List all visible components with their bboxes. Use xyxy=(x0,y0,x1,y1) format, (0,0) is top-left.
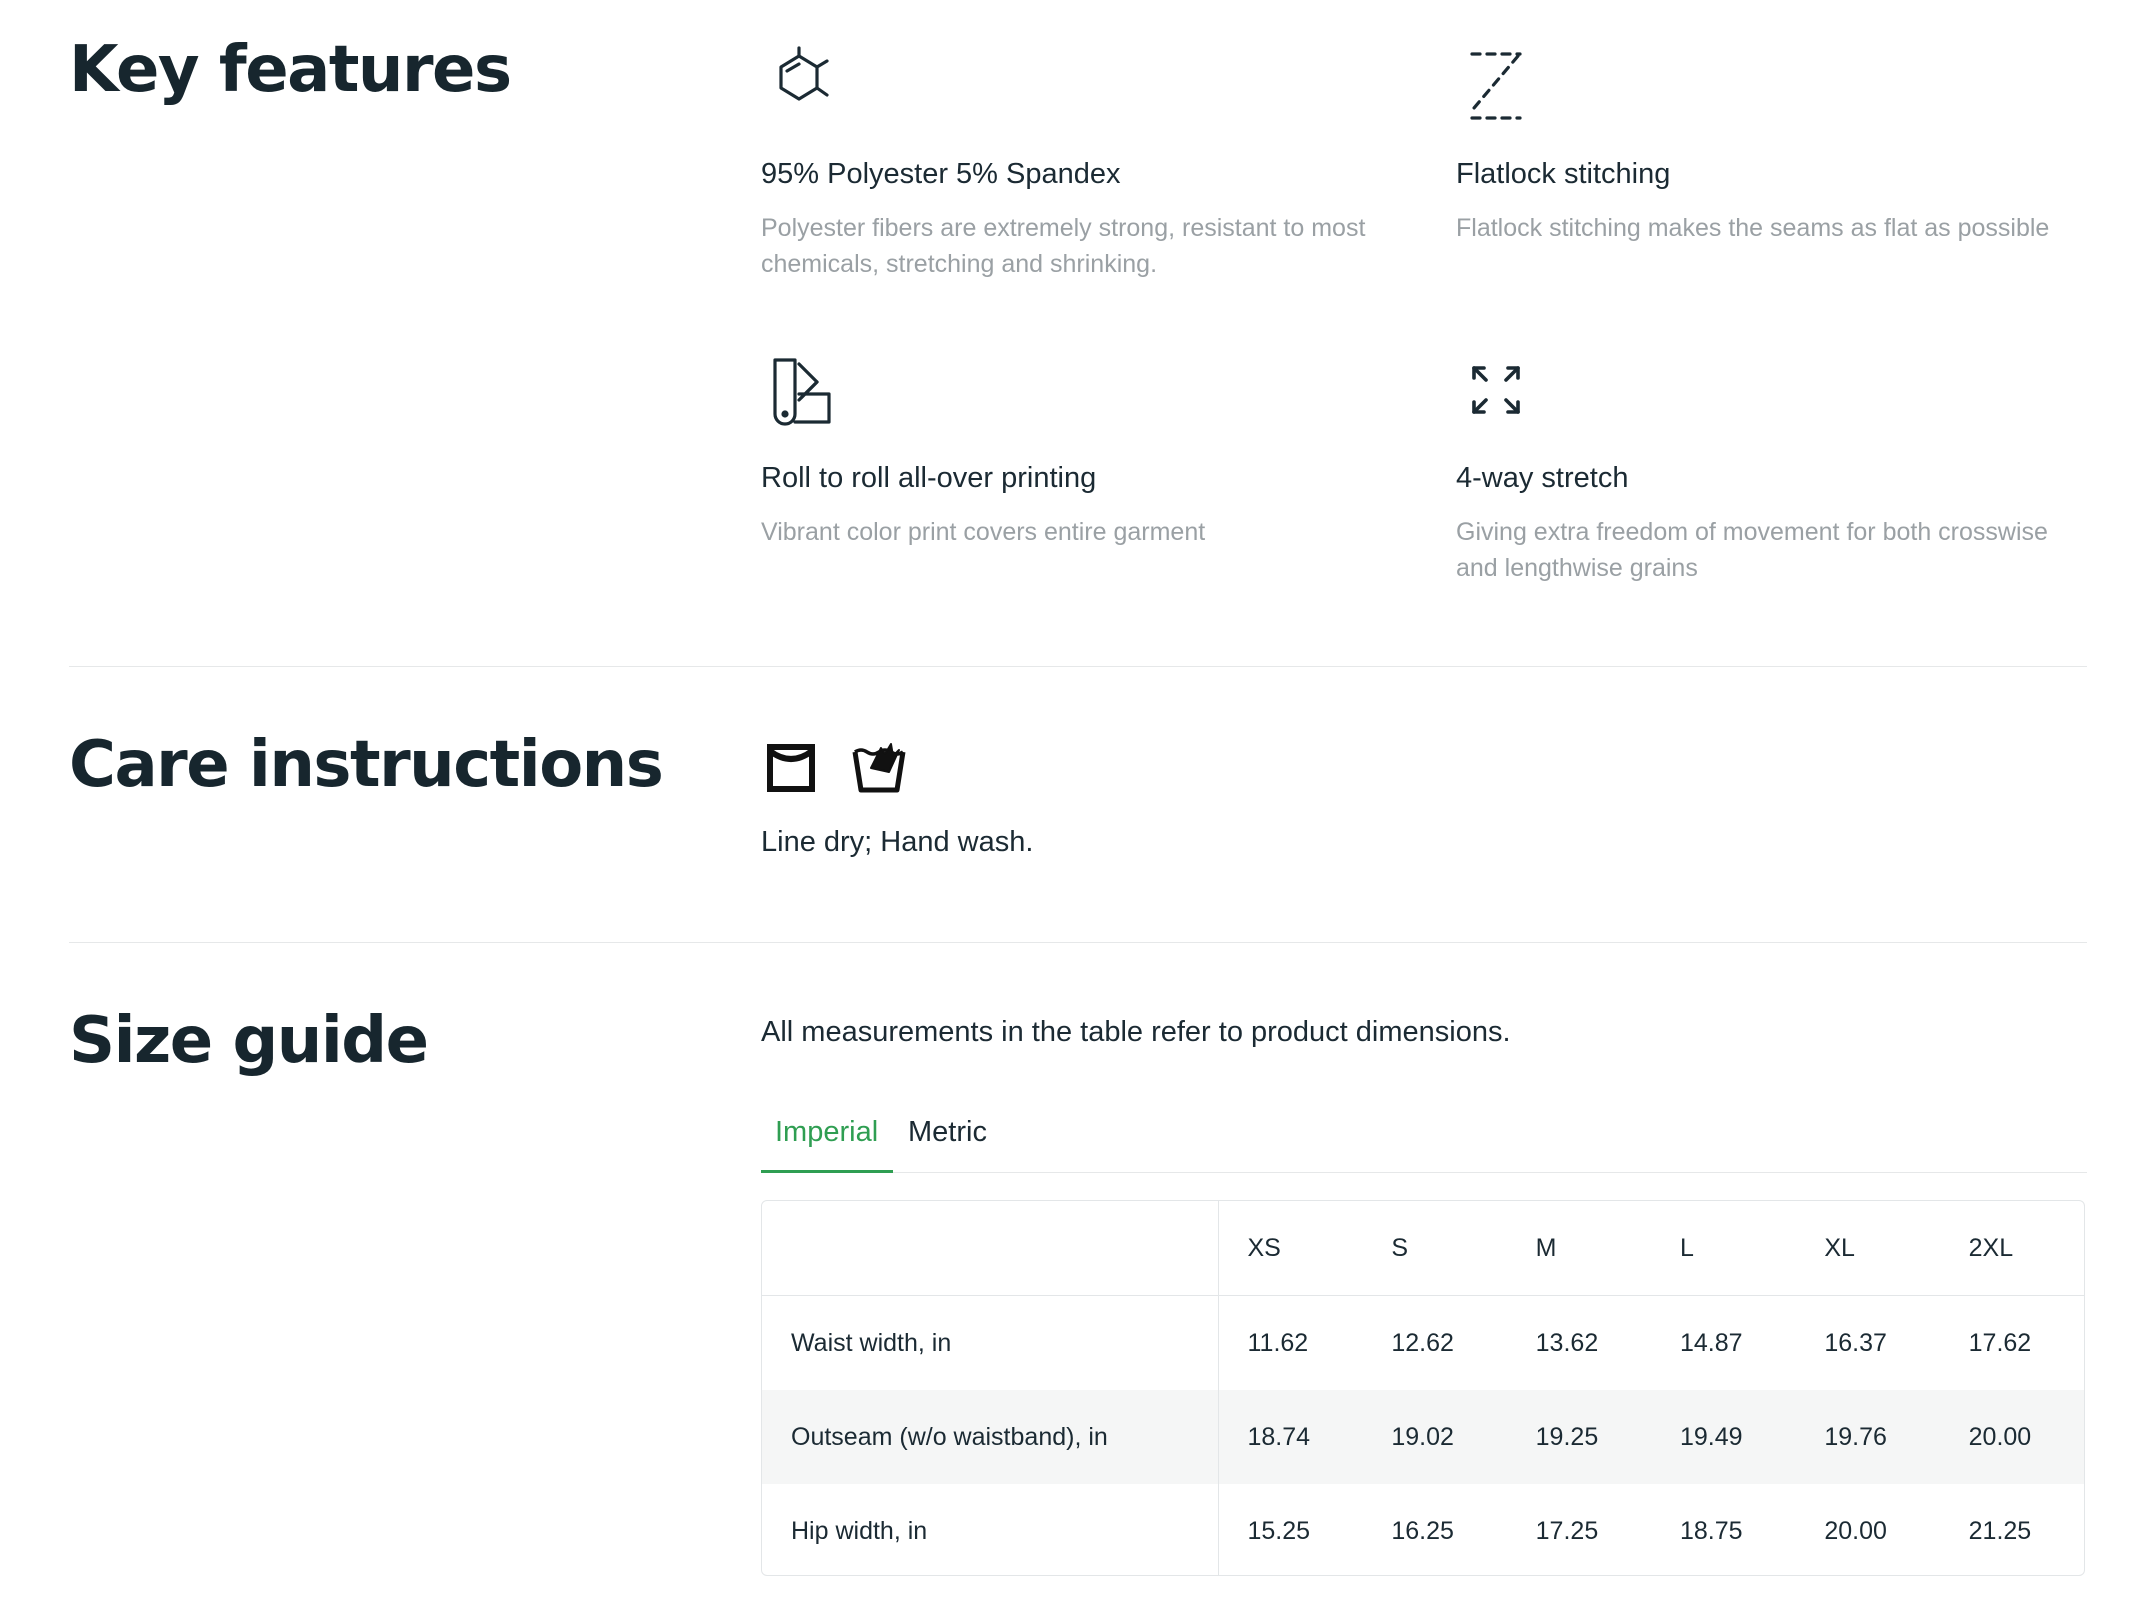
column-header: XL xyxy=(1824,1233,1855,1262)
size-guide-intro: All measurements in the table refer to product dimensions. xyxy=(761,1016,1511,1048)
table-cell: 18.74 xyxy=(1247,1422,1311,1451)
table-cell: 16.37 xyxy=(1824,1328,1887,1357)
table-cell: 18.75 xyxy=(1679,1516,1743,1545)
table-cell: 15.25 xyxy=(1247,1516,1311,1545)
key-features-title: Key features xyxy=(69,33,511,107)
row-label: Hip width, in xyxy=(762,1484,1218,1576)
header-corner-cell xyxy=(762,1201,1218,1296)
table-cell: 19.25 xyxy=(1535,1422,1599,1451)
row-label: Waist width, in xyxy=(762,1296,1218,1391)
table-cell: 19.49 xyxy=(1679,1422,1743,1451)
zigzag-stitch-icon xyxy=(1456,46,1536,126)
table-cell: 19.76 xyxy=(1824,1422,1887,1451)
row-label: Outseam (w/o waistband), in xyxy=(762,1390,1218,1484)
table-row xyxy=(762,1484,2084,1576)
table-row xyxy=(762,1296,2084,1391)
feature-title: 4-way stretch xyxy=(1456,462,1629,494)
molecule-icon xyxy=(761,46,841,126)
unit-tabs xyxy=(761,1106,2087,1173)
swatch-print-icon xyxy=(761,350,841,430)
feature-title: Flatlock stitching xyxy=(1456,158,1671,190)
table-cell: 11.62 xyxy=(1247,1328,1309,1357)
table-cell: 13.62 xyxy=(1535,1328,1599,1357)
feature-description: Flatlock stitching makes the seams as flat as possible xyxy=(1456,214,2050,242)
column-header: XS xyxy=(1247,1233,1281,1262)
table-cell: 12.62 xyxy=(1391,1328,1454,1357)
column-header: S xyxy=(1391,1233,1409,1262)
feature-title: 95% Polyester 5% Spandex xyxy=(761,158,1121,190)
table-cell: 20.00 xyxy=(1824,1516,1887,1545)
line-dry-icon xyxy=(761,738,821,798)
section-divider xyxy=(69,666,2087,667)
expand-arrows-icon xyxy=(1456,350,1536,430)
feature-title: Roll to roll all-over printing xyxy=(761,462,1097,494)
column-header: 2XL xyxy=(1968,1233,2014,1262)
size-table xyxy=(761,1200,2085,1576)
feature-description: Polyester fibers are extremely strong, resistant to most chemicals, stretching and shrinking. xyxy=(761,214,1366,278)
active-tab-indicator xyxy=(761,1170,893,1173)
table-cell: 16.25 xyxy=(1391,1516,1454,1545)
table-cell: 21.25 xyxy=(1968,1516,2032,1545)
column-header: L xyxy=(1679,1233,1694,1262)
feature-description: Vibrant color print covers entire garment xyxy=(761,518,1206,546)
table-row xyxy=(762,1390,2084,1484)
tab-metric[interactable]: Metric xyxy=(908,1116,987,1148)
table-header-row xyxy=(762,1201,2084,1296)
table-cell: 14.87 xyxy=(1679,1328,1743,1357)
table-cell: 17.62 xyxy=(1968,1328,2032,1357)
hand-wash-icon xyxy=(849,738,909,798)
care-instructions-title: Care instructions xyxy=(69,728,663,802)
tab-imperial[interactable]: Imperial xyxy=(775,1116,879,1148)
feature-description: Giving extra freedom of movement for both crosswise and lengthwise grains xyxy=(1456,518,2048,582)
care-text: Line dry; Hand wash. xyxy=(761,826,1034,858)
table-cell: 20.00 xyxy=(1968,1422,2032,1451)
table-cell: 17.25 xyxy=(1535,1516,1599,1545)
column-header: M xyxy=(1535,1233,1557,1262)
table-cell: 19.02 xyxy=(1391,1422,1454,1451)
size-guide-title: Size guide xyxy=(69,1004,428,1078)
section-divider xyxy=(69,942,2087,943)
